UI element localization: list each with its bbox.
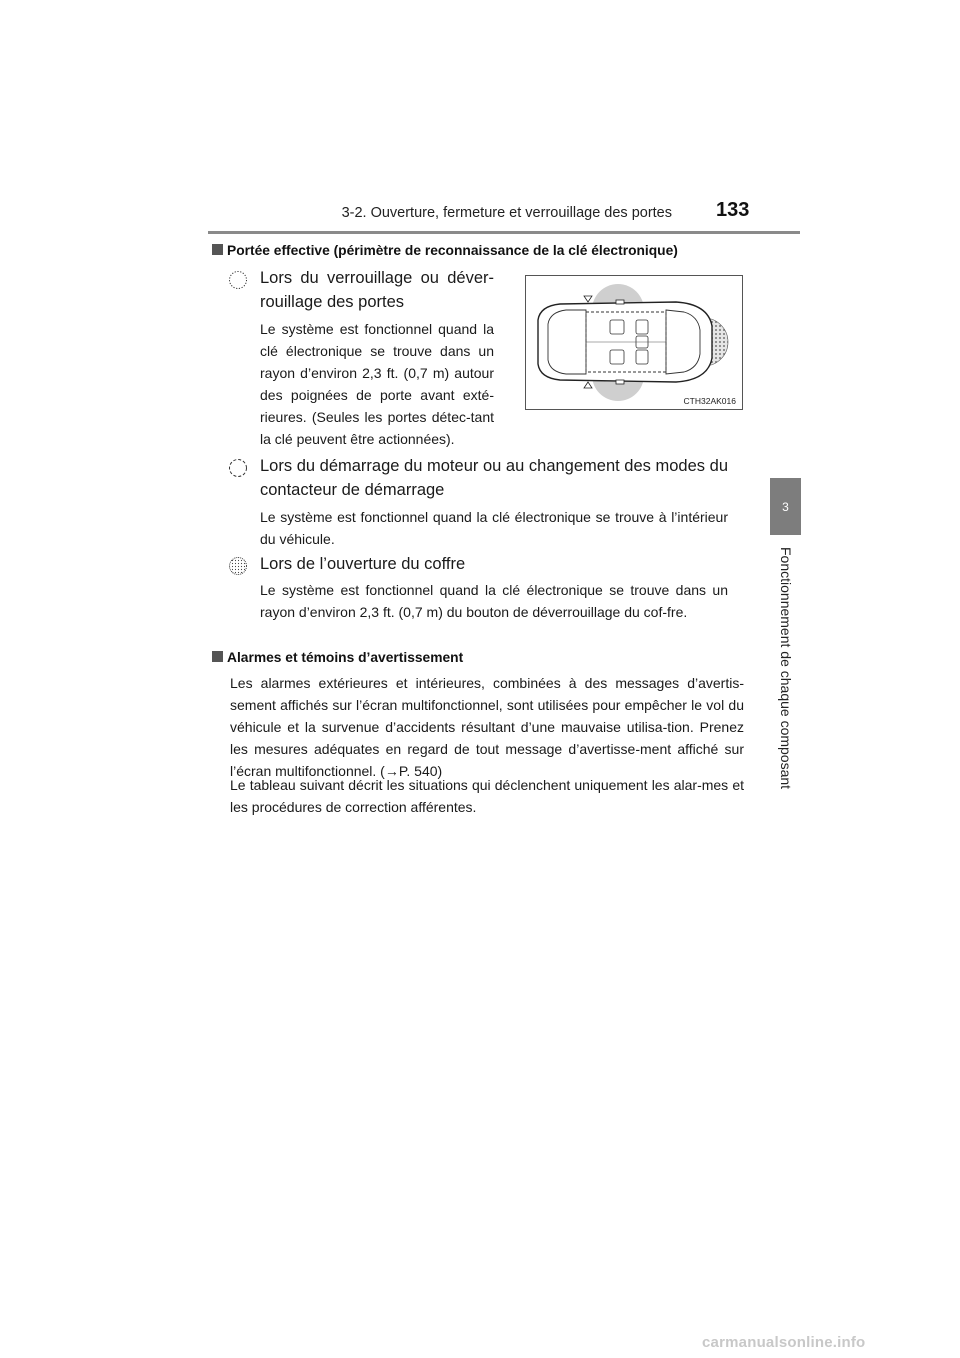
header-rule [208,231,800,234]
car-top-view-illustration [526,276,742,409]
alarms-paragraph-2: Le tableau suivant décrit les situations qui déclenchent uniquement les alar-mes et les procédures de correction afférentes. [230,777,744,815]
square-bullet-icon [212,244,223,255]
stippled-circle-icon [228,556,248,576]
chapter-tab [770,478,801,535]
chapter-title: Fonctionnement de chaque composant [778,546,794,790]
section-heading-range-text: Portée effective (périmètre de reconnaissance de la clé électronique) [227,243,678,258]
item-title-start-engine: Lors du démarrage du moteur ou au changement des modes du contacteur de démarrage [260,457,728,499]
item-title-lock-unlock: Lors du verrouillage ou déver-rouillage des portes [260,269,494,311]
figure-code: CTH32AK016 [683,396,736,406]
section-heading-alarms-text: Alarmes et témoins d’avertissement [227,650,464,665]
square-bullet-icon [212,651,223,662]
section-heading-alarms [212,650,463,665]
page-number: 133 [716,199,750,221]
section-title: 3-2. Ouverture, fermeture et verrouillage des portes [341,205,672,221]
item-body-trunk: Le système est fonctionnel quand la clé électronique se trouve dans un rayon d’environ 2,3 ft. (0,7 m) du bouton de déverrouillage du cof-fre. [260,582,728,620]
dotted-circle-icon [228,270,248,290]
item-body-start-engine: Le système est fonctionnel quand la clé électronique se trouve à l’intérieur du véhicule. [260,509,728,547]
section-heading-range [212,243,678,258]
dashed-circle-icon [228,458,248,478]
watermark: carmanualsonline.info [702,1334,866,1351]
item-body-lock-unlock: Le système est fonctionnel quand la clé électronique se trouve dans un rayon d’environ 2,3 ft. (0,7 m) autour des poignées de porte avant exté-rieures. (Seules les portes détec-tant la clé peuvent être actionnées). [260,321,494,447]
item-title-trunk: Lors de l’ouverture du coffre [260,555,466,573]
chapter-number: 3 [782,499,789,514]
alarms-paragraph-1: Les alarmes extérieures et intérieures, combinées à des messages d’avertis-sement affichés sur l’écran multifonctionnel, sont utilisées pour empêcher le vol du véhicule et la survenue d’accidents résultant d’une mauvaise utilisa-tion. Prenez les mesures adéquates en regard de tout message d’avertisse-ment affiché sur l’écran multifonctionnel. (→P. 540) [230,675,744,779]
car-range-figure [525,275,743,410]
